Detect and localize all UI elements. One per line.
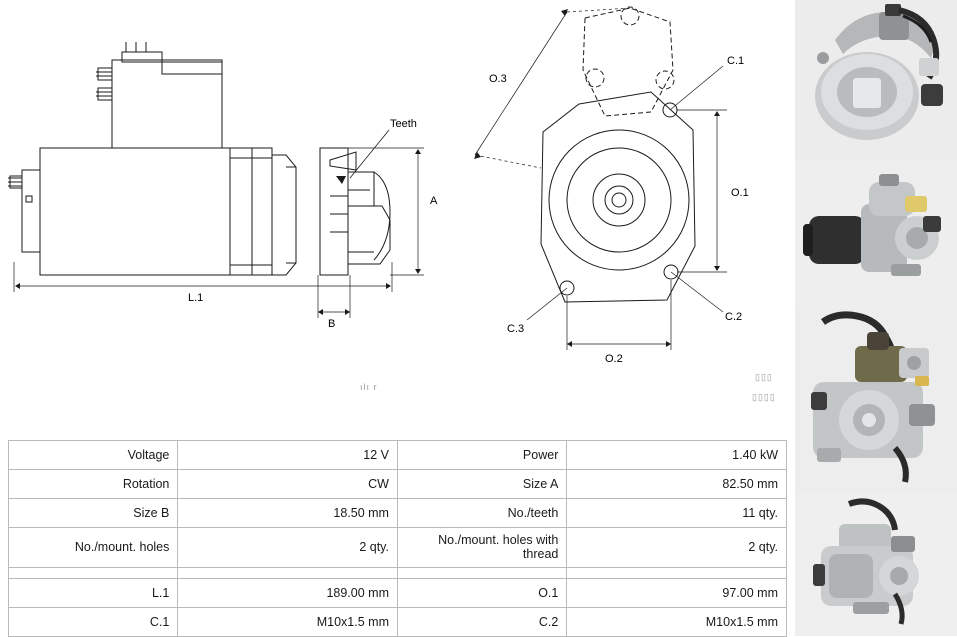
label-o3: O.3 (489, 73, 507, 85)
spec-value-voltage: 12 V (178, 441, 398, 470)
label-c1: C.1 (727, 55, 745, 67)
spec-label-c2: C.2 (397, 607, 566, 636)
spec-value-rotation: CW (178, 470, 398, 499)
spec-label-no-teeth: No./teeth (397, 499, 566, 528)
spec-label-o1: O.1 (397, 578, 566, 607)
table-row (9, 499, 787, 528)
spec-value-size-b: 18.50 mm (178, 499, 398, 528)
spec-value-mount-holes-thread: 2 qty. (567, 528, 787, 568)
starter-photo-rear-view[interactable] (795, 494, 957, 636)
side-view-svg (0, 0, 455, 400)
spec-label-size-b: Size B (9, 499, 178, 528)
spec-value-no-teeth: 11 qty. (567, 499, 787, 528)
starter-photo-top-view[interactable] (795, 0, 957, 160)
label-b: B (328, 318, 336, 330)
spec-label-size-a: Size A (397, 470, 566, 499)
spec-value-c1: M10x1.5 mm (178, 607, 398, 636)
faint-mark-right-bottom: ▯▯▯▯ (752, 392, 776, 402)
table-row (9, 470, 787, 499)
spec-value-power: 1.40 kW (567, 441, 787, 470)
spec-label-c1: C.1 (9, 607, 178, 636)
spec-label-mount-holes: No./mount. holes (9, 528, 178, 568)
starter-photo-angled-view[interactable] (795, 308, 957, 494)
spec-label-power: Power (397, 441, 566, 470)
spec-label-l1: L.1 (9, 578, 178, 607)
spec-value-mount-holes: 2 qty. (178, 528, 398, 568)
table-row (9, 528, 787, 568)
label-a: A (430, 195, 438, 207)
spec-label-mount-holes-thread: No./mount. holes with thread (397, 528, 566, 568)
table-row (9, 441, 787, 470)
label-l1: L.1 (188, 292, 204, 304)
spec-label-voltage: Voltage (9, 441, 178, 470)
spec-value-l1: 189.00 mm (178, 578, 398, 607)
front-view-svg (455, 0, 795, 400)
front-view-drawing (455, 0, 795, 400)
label-o2: O.2 (605, 353, 623, 365)
table-spacer-row (9, 567, 787, 578)
label-teeth: Teeth (390, 118, 417, 130)
label-o1: O.1 (731, 187, 749, 199)
spec-label-rotation: Rotation (9, 470, 178, 499)
starter-photo-side-view[interactable] (795, 160, 957, 308)
label-c2: C.2 (725, 311, 743, 323)
faint-mark-right-top: ▯▯▯ (755, 372, 773, 382)
specifications-table (8, 440, 787, 637)
faint-mark-left: ılı r (360, 382, 378, 392)
spec-value-size-a: 82.50 mm (567, 470, 787, 499)
spec-value-c2: M10x1.5 mm (567, 607, 787, 636)
table-row (9, 578, 787, 607)
table-row (9, 607, 787, 636)
product-photo-gallery (795, 0, 957, 636)
spec-value-o1: 97.00 mm (567, 578, 787, 607)
side-view-drawing (0, 0, 455, 400)
label-c3: C.3 (507, 323, 525, 335)
